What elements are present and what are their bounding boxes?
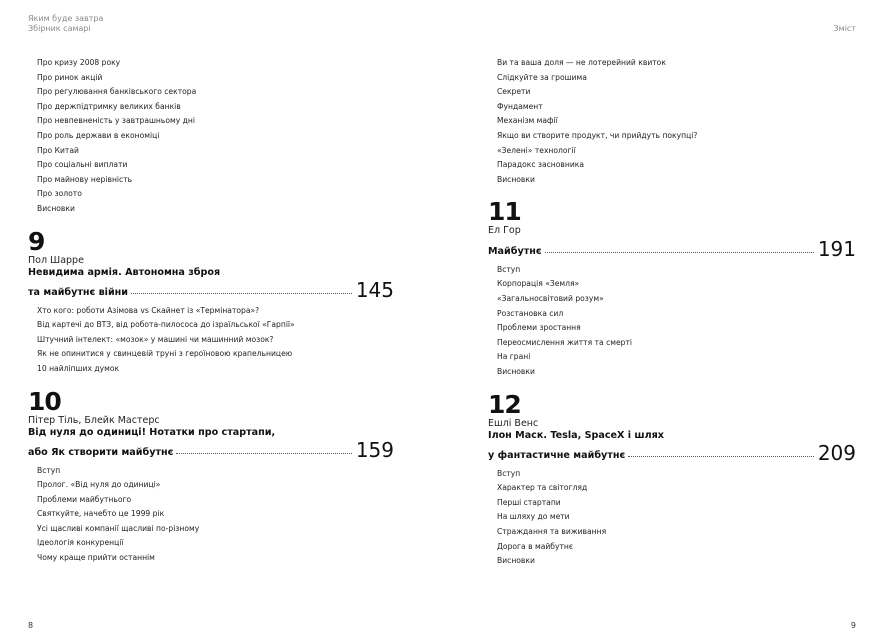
toc-item: Ідеологія конкуренції (37, 538, 124, 548)
toc-item: «Зелені» технології (497, 145, 576, 155)
toc-item: На шляху до мети (497, 512, 570, 522)
chapter-title-line: Майбутнє (488, 246, 542, 258)
chapter-title-row (28, 438, 394, 462)
chapter-page-number: 159 (355, 438, 394, 462)
toc-item: Як не опинитися у свинцевій труні з героїновою крапельницею (37, 349, 293, 359)
chapter-author: Ешлі Венс (488, 417, 539, 429)
toc-item: Фундамент (497, 101, 543, 111)
toc-item: Слідкуйте за грошима (497, 72, 587, 82)
chapter-title-line: Невидима армія. Автономна зброя (28, 266, 221, 278)
toc-item: Розстановка сил (497, 308, 564, 318)
chapter-number: 11 (488, 197, 521, 227)
toc-item: Вступ (37, 465, 61, 475)
toc-item: Про золото (37, 189, 82, 199)
toc-item: Дорога в майбутнє (497, 541, 574, 551)
chapter-entry (28, 386, 394, 566)
chapter-item-list (497, 263, 856, 380)
dot-leader (545, 252, 814, 253)
chapter-title-line: та майбутнє війни (28, 287, 129, 299)
page-number-left: 8 (28, 621, 34, 630)
toc-item: Перші стартапи (497, 497, 561, 507)
toc-item: Хто кого: роботи Азімова vs Скайнет із «Термінатора»? (37, 305, 260, 315)
toc-right-page (488, 56, 856, 569)
toc-item: Механізм мафії (497, 116, 558, 126)
toc-item: Пролог. «Від нуля до одиниці» (37, 480, 161, 490)
toc-item: Проблеми майбутнього (37, 494, 132, 504)
toc-item: Про держпідтримку великих банків (37, 101, 181, 111)
toc-item: 10 найліпших думок (37, 363, 120, 373)
toc-item: Висновки (37, 203, 75, 213)
toc-item: Про роль держави в економіці (37, 130, 160, 140)
chapter-title-line: Від нуля до одиниці! Нотатки про стартапи, (28, 426, 276, 438)
chapter-title-line: Ілон Маск. Tesla, SpaceX і шлях (488, 429, 664, 441)
toc-item: Про кризу 2008 року (37, 58, 121, 67)
chapter-entry (28, 226, 394, 377)
chapter-number: 12 (488, 389, 521, 419)
toc-item: Про соціальні виплати (37, 160, 128, 170)
dot-leader (176, 453, 351, 454)
dot-leader (131, 293, 352, 294)
chapter-title (488, 237, 856, 262)
chapter-title-line: або Як створити майбутнє (28, 447, 174, 458)
chapter-entry (488, 389, 856, 569)
chapter-title (488, 429, 856, 466)
running-header-section: Зміст (833, 24, 856, 33)
chapter-title-line: у фантастичне майбутнє (488, 450, 626, 462)
chapter-title-row (488, 237, 856, 262)
toc-item: На грані (497, 352, 531, 362)
chapter-number: 10 (28, 386, 61, 416)
chapter-page-number: 191 (817, 237, 856, 262)
toc-item: Вступ (497, 264, 521, 274)
chapter-title (28, 266, 394, 303)
toc-item: Характер та світогляд (497, 483, 588, 493)
toc-item: Висновки (497, 556, 535, 566)
toc-item: Ви та ваша доля — не лотерейний квиток (497, 58, 666, 67)
toc-item: Про майнову нерівність (37, 174, 133, 184)
running-header-book (28, 14, 103, 34)
toc-item: «Загальносвітовий розум» (497, 294, 604, 304)
chapter-title-row (488, 441, 856, 466)
book-subtitle: Збірник самарі (28, 24, 91, 33)
toc-item: Про регулювання банківського сектора (37, 87, 197, 97)
page-number-right: 9 (850, 621, 856, 630)
toc-item: Якщо ви створите продукт, чи прийдуть покупці? (497, 130, 698, 140)
toc-item: Висновки (497, 174, 535, 184)
toc-item: Святкуйте, начебто це 1999 рік (37, 509, 165, 519)
toc-item: Усі щасливі компанії щасливі по-різному (37, 523, 200, 533)
chapter-item-list (497, 467, 856, 569)
toc-item: Корпорація «Земля» (497, 279, 580, 289)
continued-item-list (37, 56, 394, 217)
toc-item: Проблеми зростання (497, 323, 581, 333)
chapter-list (28, 226, 394, 566)
chapter-page-number: 209 (817, 441, 856, 466)
chapter-entry (488, 199, 856, 379)
toc-item: Переосмислення життя та смерті (497, 337, 632, 347)
toc-item: Від картечі до ВТЗ, від робота-пилососа до ізраїльської «Гарпії» (37, 320, 295, 330)
continued-item-list (497, 56, 856, 187)
book-title: Яким буде завтра (28, 14, 104, 23)
toc-item: Секрети (497, 87, 531, 97)
chapter-title-row (28, 278, 394, 303)
toc-item: Чому краще прийти останнім (37, 553, 155, 563)
chapter-item-list (37, 464, 394, 566)
chapter-author: Ел Гор (488, 225, 521, 237)
chapter-list (488, 199, 856, 568)
toc-item: Висновки (497, 367, 535, 376)
chapter-number: 9 (28, 226, 45, 256)
toc-left-page (28, 56, 394, 566)
chapter-author: Пол Шарре (28, 254, 84, 266)
chapter-item-list (37, 304, 394, 377)
toc-item: Вступ (497, 468, 521, 478)
toc-item: Про Китай (37, 145, 79, 155)
toc-item: Про ринок акцій (37, 72, 103, 82)
dot-leader (628, 456, 814, 457)
toc-item: Штучний інтелект: «мозок» у машині чи машинний мозок? (37, 334, 274, 344)
chapter-author: Пітер Тіль, Блейк Мастерс (28, 414, 160, 426)
toc-item: Страждання та виживання (497, 526, 607, 536)
toc-item: Парадокс засновника (497, 160, 585, 170)
chapter-title (28, 426, 394, 462)
toc-item: Про невпевненість у завтрашньому дні (37, 116, 195, 126)
chapter-page-number: 145 (355, 278, 394, 303)
